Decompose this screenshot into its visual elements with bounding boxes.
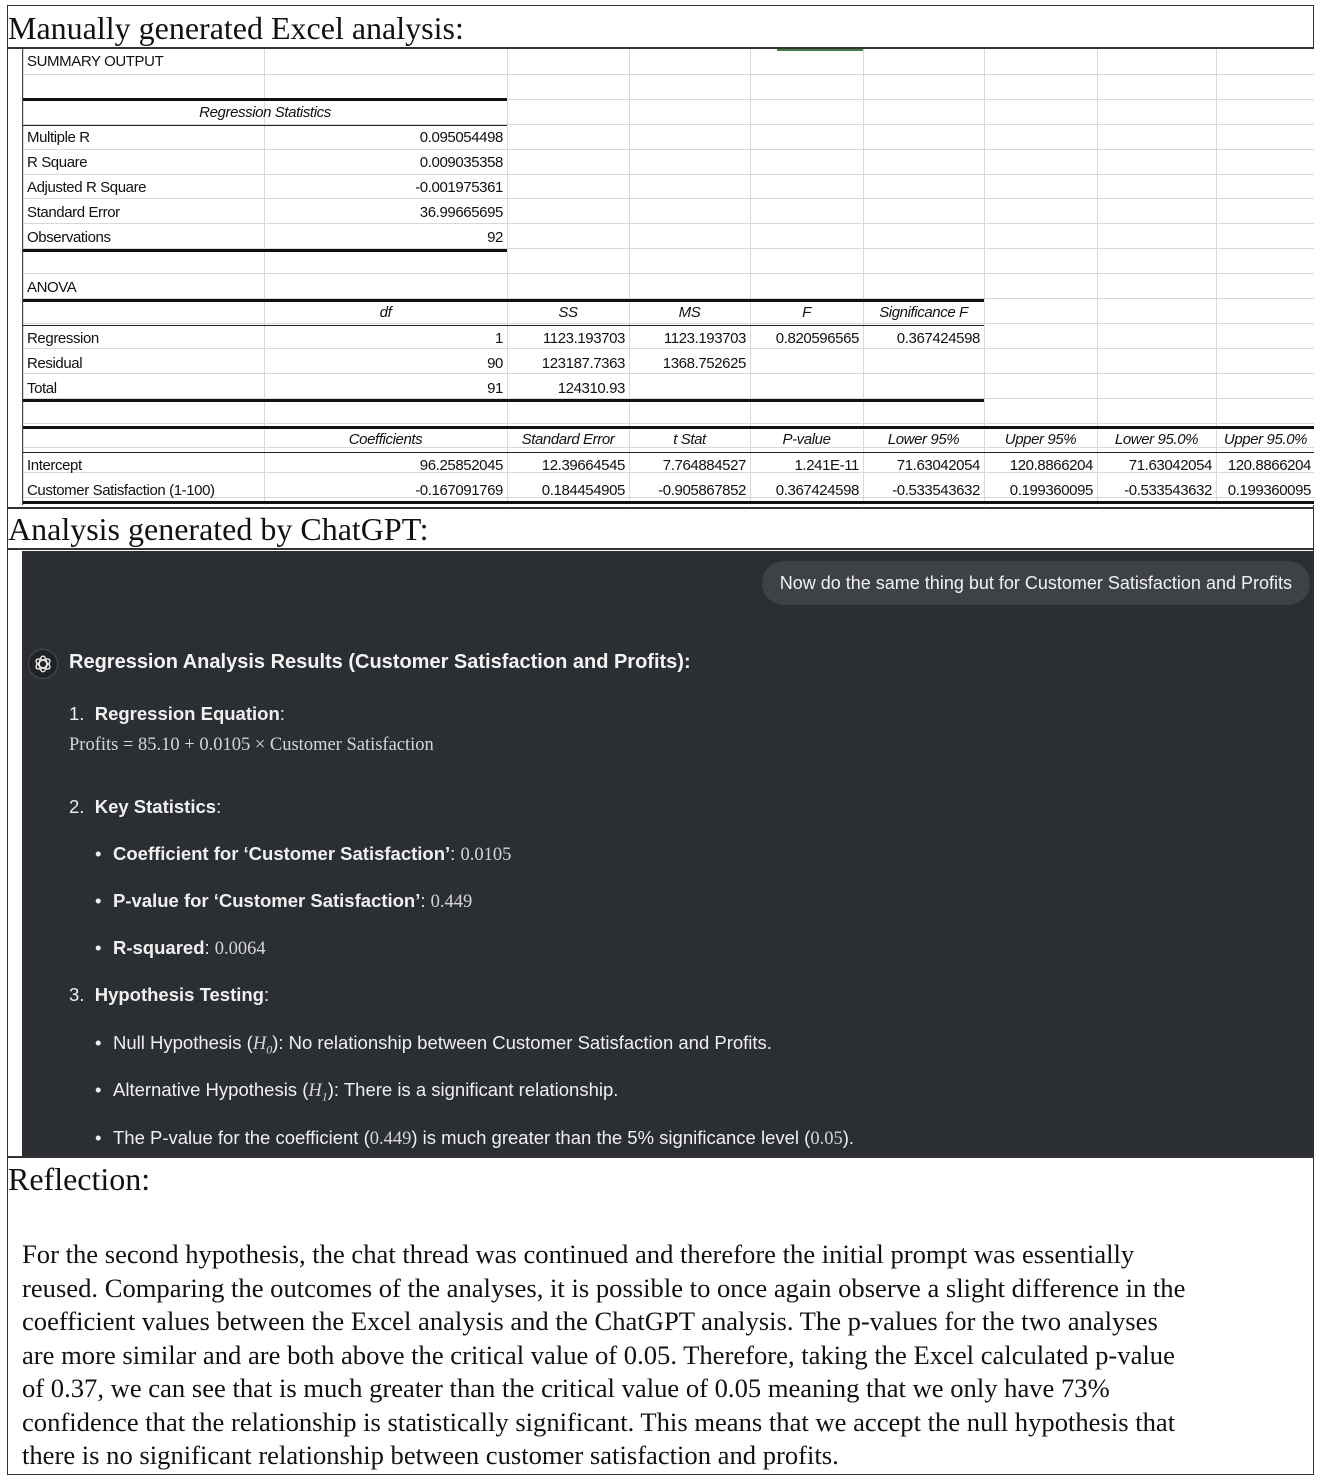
anova-value-cell: 90 [487, 354, 503, 372]
stat-r-squared: • R-squared: 0.0064 [95, 937, 266, 959]
coef-value-cell: 71.63042054 [896, 457, 980, 474]
reflection-line: there is no significant relationship between customer satisfaction and profits. [22, 1440, 839, 1470]
selected-column-marker [777, 49, 863, 51]
stat-value: 0.0064 [214, 939, 266, 959]
bullet-dot: • [95, 890, 102, 911]
table-border [23, 249, 507, 252]
anova-row-label: Total [27, 379, 57, 397]
excel-section-title: Manually generated Excel analysis: [8, 10, 464, 46]
coef-header-cell: Lower 95% [887, 431, 960, 448]
bullet-dot: • [95, 1032, 102, 1053]
stat-label-cell: Standard Error [27, 203, 120, 221]
symbol: H [252, 1034, 267, 1054]
coef-header-cell: Lower 95.0% [1114, 431, 1199, 448]
stat-value-cell: -0.001975361 [415, 178, 503, 196]
stat-value-cell: 0.009035358 [419, 153, 503, 171]
subscript: 0 [266, 1042, 273, 1057]
conclusion [95, 1127, 854, 1150]
list-label: Regression Equation [94, 703, 280, 724]
regression-equation: Profits = 85.10 + 0.0105 × Customer Satisfaction [69, 735, 434, 755]
stat-coefficient: • Coefficient for ‘Customer Satisfaction’: 0.0105 [95, 843, 512, 865]
anova-value-cell: 1 [495, 330, 503, 347]
text: Null Hypothesis ( [113, 1032, 253, 1053]
section-divider [8, 548, 1314, 550]
coef-header-cell [23, 428, 264, 453]
coef-value-cell: 0.199360095 [1009, 481, 1093, 499]
list-item-key-statistics [69, 796, 221, 818]
coef-value-cell: 12.39664545 [541, 457, 625, 474]
reflection-line: are more similar and are both above the critical value of 0.05. Therefore, taking the Excel calculated p-value [22, 1339, 1175, 1370]
bullet-dot: • [95, 1127, 102, 1148]
list-item-hypothesis-testing [69, 984, 269, 1006]
text: ). [842, 1127, 855, 1148]
table-border [23, 501, 1314, 504]
reflection-paragraph [22, 1238, 1307, 1473]
anova-header-cell: Significance F [879, 304, 968, 321]
section-divider [8, 507, 1314, 509]
stat-label-cell: Adjusted R Square [27, 178, 147, 196]
text: ): No relationship between Customer Satisfaction and Profits. [272, 1032, 772, 1053]
list-number: 3. [69, 984, 85, 1005]
anova-value-cell [750, 377, 863, 402]
coef-value-cell: 71.63042054 [1128, 457, 1212, 474]
chatgpt-conversation [22, 551, 1314, 1156]
stat-label-cell: R Square [27, 153, 88, 171]
anova-value-cell: 0.820596565 [775, 330, 859, 347]
anova-value-cell: 1123.193703 [663, 330, 746, 347]
bullet-dot: • [95, 843, 102, 864]
text: ): There is a significant relationship. [327, 1079, 619, 1100]
stat-value-cell: 92 [487, 228, 503, 246]
list-item-regression-equation [69, 703, 285, 725]
section-divider [8, 1156, 1314, 1158]
reflection-section-title: Reflection: [8, 1161, 151, 1197]
anova-value-cell: 1368.752625 [662, 354, 746, 372]
text: The P-value for the coefficient ( [113, 1127, 370, 1148]
coef-header-cell: Standard Error [521, 431, 615, 448]
math-value: 0.05 [810, 1129, 843, 1149]
coef-value-cell: 120.8866204 [1227, 457, 1311, 474]
reflection-line: reused. Comparing the outcomes of the analyses, it is possible to once again observe a slight difference in the [22, 1272, 1186, 1303]
coef-value-cell: 1.241E-11 [794, 457, 859, 474]
response-title: Regression Analysis Results (Customer Satisfaction and Profits): [69, 651, 691, 673]
reflection-line: coefficient values between the Excel analysis and the ChatGPT analysis. The p-values for the two analyses [22, 1306, 1158, 1336]
coef-header-cell: Upper 95.0% [1223, 431, 1308, 448]
coef-header-cell: Upper 95% [1004, 431, 1077, 448]
coef-header-cell: P-value [782, 431, 831, 448]
anova-value-cell: 1123.193703 [542, 330, 625, 347]
coef-value-cell: 120.8866204 [1009, 457, 1093, 474]
coef-value-cell: -0.533543632 [1124, 481, 1212, 499]
anova-row-label: Regression [27, 330, 99, 347]
stat-label: P-value for ‘Customer Satisfaction’ [113, 890, 421, 911]
anova-row-label: Residual [27, 354, 83, 372]
summary-output-label: SUMMARY OUTPUT [27, 53, 164, 70]
anova-value-cell: 123187.7363 [541, 354, 625, 372]
stat-p-value: • P-value for ‘Customer Satisfaction’: 0.449 [95, 890, 473, 912]
anova-value-cell [863, 377, 984, 402]
anova-label: ANOVA [27, 279, 77, 296]
anova-value-cell [863, 352, 984, 377]
reflection-line: For the second hypothesis, the chat thread was continued and therefore the initial prompt was essentially [22, 1239, 1135, 1269]
stat-value-cell: 36.99665695 [419, 203, 503, 221]
coef-row-label: Customer Satisfaction (1-100) [27, 481, 215, 499]
subscript: 1 [321, 1089, 328, 1104]
math-symbol [308, 1081, 328, 1104]
coef-header-cell: t Stat [673, 431, 706, 448]
coef-value-cell: 0.184454905 [541, 481, 625, 499]
coef-value-cell: 0.199360095 [1227, 481, 1311, 499]
user-message-bubble: Now do the same thing but for Customer Satisfaction and Profits [762, 561, 1310, 605]
stat-label-cell: Multiple R [27, 129, 90, 146]
anova-value-cell [750, 352, 863, 377]
anova-value-cell [629, 377, 750, 402]
coef-value-cell: -0.533543632 [892, 481, 980, 499]
stat-value: 0.449 [430, 892, 473, 912]
anova-header-cell: df [379, 304, 392, 321]
list-number: 2. [69, 796, 85, 817]
coef-row-label: Intercept [27, 457, 82, 474]
anova-header-cell: F [802, 304, 811, 321]
math-value: 0.449 [369, 1129, 412, 1149]
reflection-line: confidence that the relationship is statistically significant. This means that we accept the null hypothesis that [22, 1406, 1176, 1437]
table-border [23, 399, 984, 402]
math-symbol [252, 1034, 273, 1057]
list-label: Key Statistics [94, 796, 217, 817]
text: ) is much greater than the 5% significance level ( [411, 1127, 811, 1148]
chatgpt-section-title: Analysis generated by ChatGPT: [8, 511, 429, 547]
table-border [23, 325, 984, 326]
list-label: Hypothesis Testing [94, 984, 264, 1005]
coef-value-cell: 96.25852045 [419, 457, 503, 474]
stat-value: 0.0105 [460, 845, 512, 865]
excel-sheet [22, 49, 1314, 505]
null-hypothesis [95, 1032, 772, 1058]
stat-label: R-squared [113, 937, 205, 958]
stat-label-cell: Observations [27, 228, 111, 246]
colon: : [216, 796, 222, 817]
coef-header-cell: Coefficients [348, 431, 423, 448]
coef-value-cell: -0.167091769 [415, 481, 503, 499]
list-number: 1. [69, 703, 85, 724]
table-border [23, 452, 1314, 453]
coef-value-cell: 0.367424598 [775, 481, 859, 499]
anova-header-cell: MS [678, 304, 701, 321]
bullet-dot: • [95, 1079, 102, 1100]
colon: : [263, 984, 270, 1005]
regression-statistics-header: Regression Statistics [199, 104, 331, 121]
anova-value-cell: 124310.93 [557, 379, 625, 397]
colon: : [279, 703, 285, 724]
text: Alternative Hypothesis ( [113, 1079, 309, 1100]
symbol: H [308, 1081, 322, 1101]
anova-value-cell: 0.367424598 [896, 330, 980, 347]
grid-row-line [23, 423, 1314, 424]
anova-header-cell: SS [558, 304, 578, 321]
stat-value-cell: 0.095054498 [419, 129, 503, 146]
anova-header-cell [23, 301, 264, 326]
reflection-line: of 0.37, we can see that is much greater than the critical value of 0.05 meaning that we only have 73% [22, 1373, 1110, 1403]
grid-row-line [23, 273, 1314, 274]
bullet-dot: • [95, 937, 102, 958]
anova-value-cell: 91 [487, 379, 503, 397]
coef-value-cell: 7.764884527 [662, 457, 746, 474]
alternative-hypothesis [95, 1079, 618, 1105]
stat-label: Coefficient for ‘Customer Satisfaction’ [113, 843, 451, 864]
coef-value-cell: -0.905867852 [658, 481, 746, 499]
openai-logo-icon [28, 649, 58, 679]
